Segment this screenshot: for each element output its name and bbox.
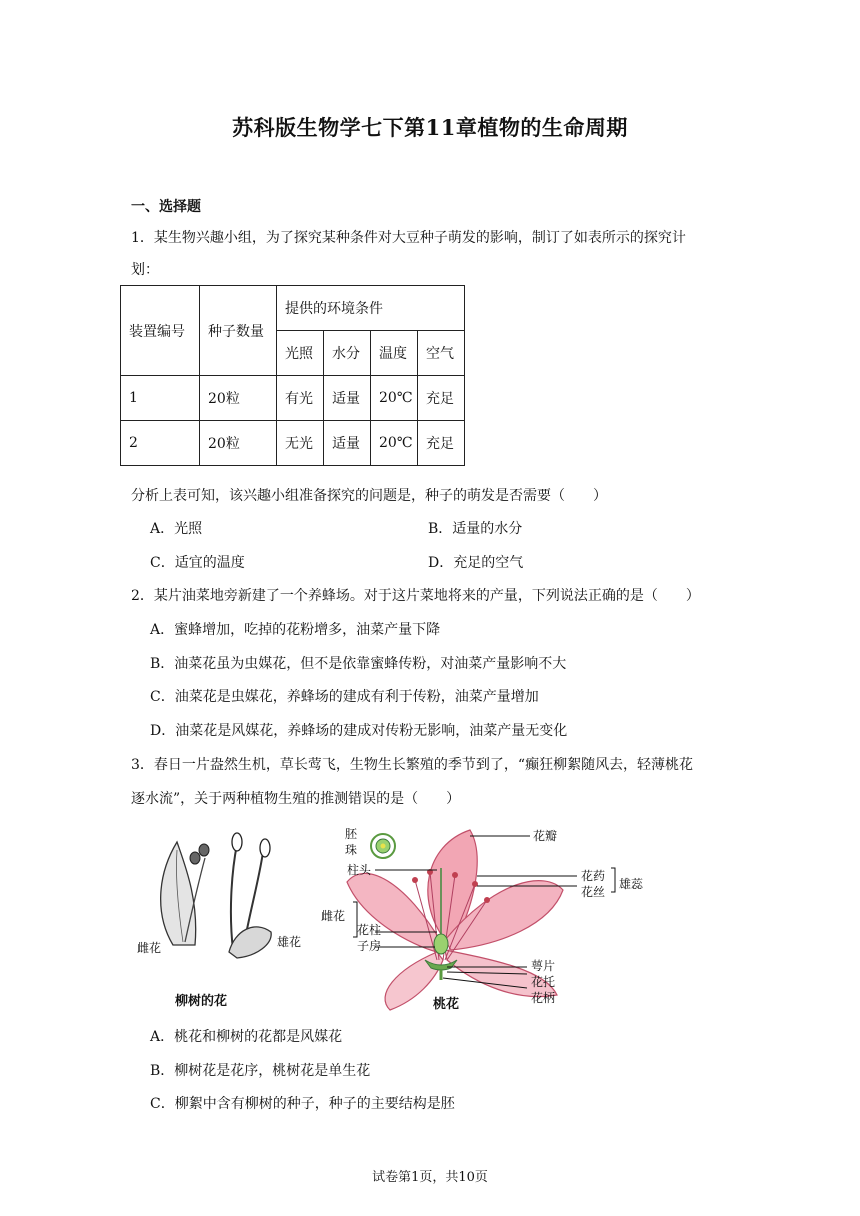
label-petal: 花瓣 [533, 829, 558, 843]
label-anther: 花药 [581, 869, 606, 883]
label-willow-female: 雌花 [137, 941, 162, 955]
q1-stem-line1: 1．某生物兴趣小组，为了探究某种条件对大豆种子萌发的影响，制订了如表所示的探究计 [131, 230, 686, 246]
section-heading: 一、选择题 [131, 199, 201, 215]
q1-option-a[interactable]: A．光照 [150, 521, 203, 537]
label-sepal: 萼片 [531, 959, 556, 973]
label-willow-male: 雄花 [277, 935, 302, 949]
willow-caption: 柳树的花 [175, 994, 228, 1009]
label-ovule: 珠 [345, 843, 358, 857]
q3-stem-line2: 逐水流”，关于两种植物生殖的推测错误的是（ ） [131, 791, 461, 807]
label-receptacle: 花托 [531, 975, 556, 989]
q3-option-b[interactable]: B．柳树花是花序，桃树花是单生花 [150, 1063, 371, 1079]
label-stigma: 柱头 [347, 863, 372, 877]
table-cell: 适量 [324, 421, 371, 466]
q2-option-d[interactable]: D．油菜花是风媒花，养蜂场的建成对传粉无影响，油菜产量无变化 [150, 723, 568, 739]
q3-option-a[interactable]: A．桃花和柳树的花都是风媒花 [150, 1029, 343, 1045]
table-header-device: 装置编号 [121, 286, 200, 376]
label-filament: 花丝 [581, 885, 606, 899]
table-header-temp: 温度 [371, 331, 418, 376]
table-header-env: 提供的环境条件 [277, 286, 465, 331]
q3-option-c[interactable]: C．柳絮中含有柳树的种子，种子的主要结构是胚 [150, 1096, 455, 1112]
table-header-water: 水分 [324, 331, 371, 376]
peach-caption: 桃花 [433, 997, 460, 1012]
label-ovary: 子房 [357, 939, 382, 953]
q3-stem-line1: 3．春日一片盎然生机，草长莺飞，生物生长繁殖的季节到了，“癫狂柳絮随风去，轻薄桃花 [131, 757, 694, 773]
flower-diagram [125, 820, 645, 1015]
page-title: 苏科版生物学七下第11章植物的生命周期 [232, 115, 628, 140]
label-pedicel: 花柄 [531, 991, 556, 1005]
table-header-light: 光照 [277, 331, 324, 376]
q1-option-b[interactable]: B．适量的水分 [428, 521, 523, 537]
table-cell: 1 [121, 376, 200, 421]
q1-option-c[interactable]: C．适宜的温度 [150, 555, 245, 571]
q2-option-b[interactable]: B．油菜花虽为虫媒花，但不是依靠蜜蜂传粉，对油菜产量影响不大 [150, 656, 567, 672]
table-cell: 有光 [277, 376, 324, 421]
label-embryo: 胚 [345, 827, 358, 841]
table-cell: 无光 [277, 421, 324, 466]
table-header-air: 空气 [418, 331, 465, 376]
willow-female-flower-illustration [161, 842, 209, 945]
table-row [121, 421, 465, 466]
q2-stem: 2．某片油菜地旁新建了一个养蜂场。对于这片菜地将来的产量，下列说法正确的是（ ） [131, 588, 700, 604]
table-header-count: 种子数量 [200, 286, 277, 376]
label-pistil: 雌花 [321, 909, 346, 923]
q2-option-c[interactable]: C．油菜花是虫媒花，养蜂场的建成有利于传粉，油菜产量增加 [150, 689, 539, 705]
label-stamen: 雄蕊 [619, 877, 644, 891]
willow-male-flower-illustration [229, 833, 271, 958]
table-row [121, 376, 465, 421]
q1-option-d[interactable]: D．充足的空气 [428, 555, 524, 571]
label-style: 花柱 [357, 923, 382, 937]
table-cell: 20粒 [200, 421, 277, 466]
table-cell: 20℃ [371, 421, 418, 466]
table-cell: 2 [121, 421, 200, 466]
q1-stem-line2: 划： [131, 262, 159, 278]
q1-question: 分析上表可知，该兴趣小组准备探究的问题是，种子的萌发是否需要（ ） [131, 488, 607, 504]
table-cell: 充足 [418, 376, 465, 421]
experiment-table [120, 285, 465, 466]
table-cell: 20粒 [200, 376, 277, 421]
page-footer: 试卷第1页，共10页 [372, 1170, 488, 1185]
q2-option-a[interactable]: A．蜜蜂增加，吃掉的花粉增多，油菜产量下降 [150, 622, 441, 638]
table-cell: 20℃ [371, 376, 418, 421]
table-cell: 充足 [418, 421, 465, 466]
table-cell: 适量 [324, 376, 371, 421]
